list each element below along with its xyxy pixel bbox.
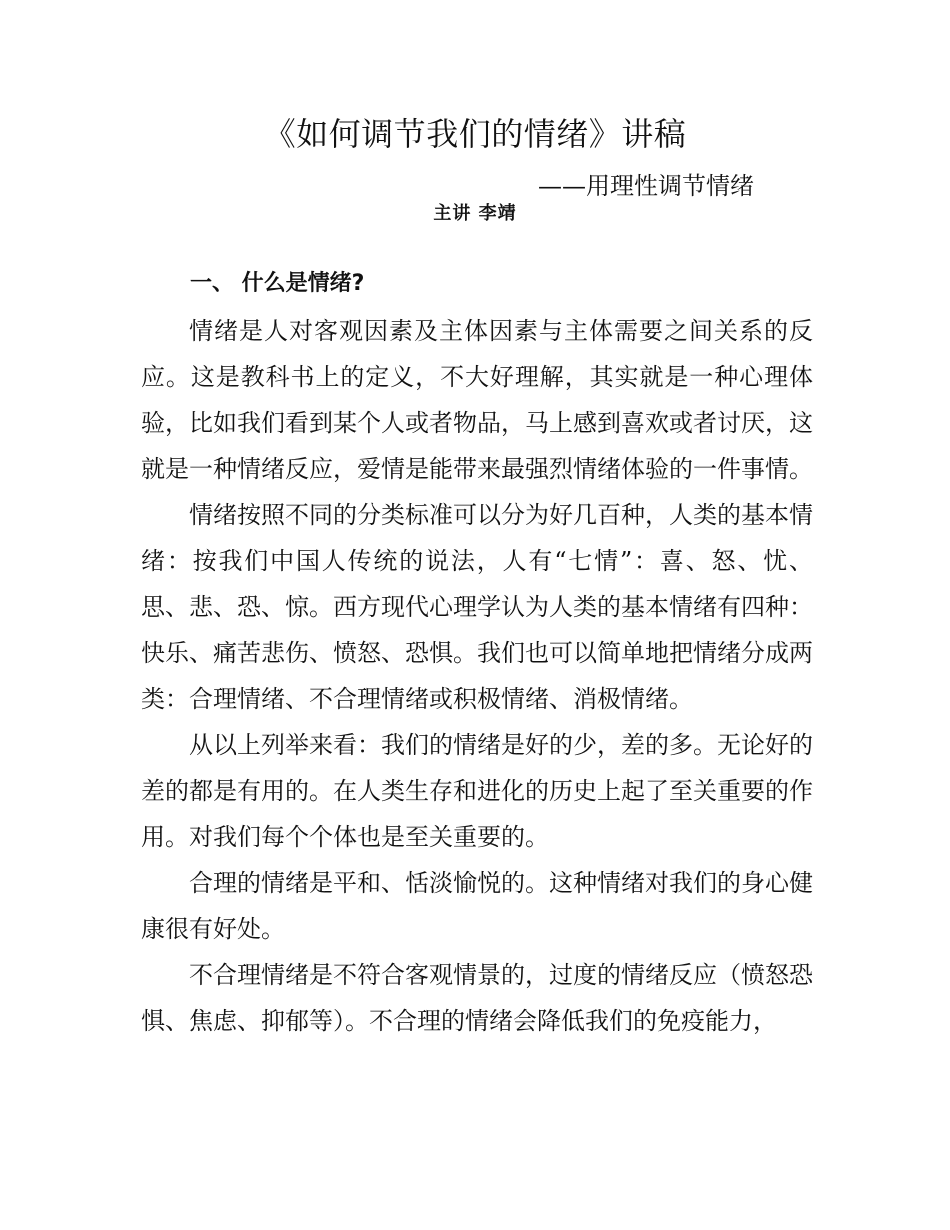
paragraph-definition: 情绪是人对客观因素及主体因素与主体需要之间关系的反应。这是教科书上的定义，不大好理解，其实就是一种心理体验，比如我们看到某个人或者物品，马上感到喜欢或者讨厌，这就是一种情绪反应，爱情是能带来最强烈情绪体验的一件事情。 bbox=[141, 317, 813, 483]
speaker-line: 主讲 李靖 bbox=[433, 203, 517, 224]
paragraph-usefulness: 从以上列举来看：我们的情绪是好的少，差的多。无论好的差的都是有用的。在人类生存和进化的历史上起了至关重要的作用。对我们每个个体也是至关重要的。 bbox=[141, 731, 813, 851]
paragraph-reasonable-emotion: 合理的情绪是平和、恬淡愉悦的。这种情绪对我们的身心健康很有好处。 bbox=[141, 869, 813, 943]
body-text bbox=[141, 308, 813, 1044]
paragraph-classification: 情绪按照不同的分类标准可以分为好几百种，人类的基本情绪：按我们中国人传统的说法，人有“七情”：喜、怒、忧、思、悲、恐、惊。西方现代心理学认为人类的基本情绪有四种：快乐、痛苦悲伤、愤怒、恐惧。我们也可以简单地把情绪分成两类：合理情绪、不合理情绪或积极情绪、消极情绪。 bbox=[141, 501, 813, 713]
section-heading: 一、 什么是情绪? bbox=[190, 271, 365, 296]
paragraph-unreasonable-emotion: 不合理情绪是不符合客观情景的，过度的情绪反应（愤怒恐惧、焦虑、抑郁等）。不合理的情绪会降低我们的免疫能力， bbox=[141, 961, 813, 1035]
document-subtitle: ——用理性调节情绪 bbox=[538, 172, 754, 200]
document-title: 《如何调节我们的情绪》讲稿 bbox=[263, 115, 687, 153]
